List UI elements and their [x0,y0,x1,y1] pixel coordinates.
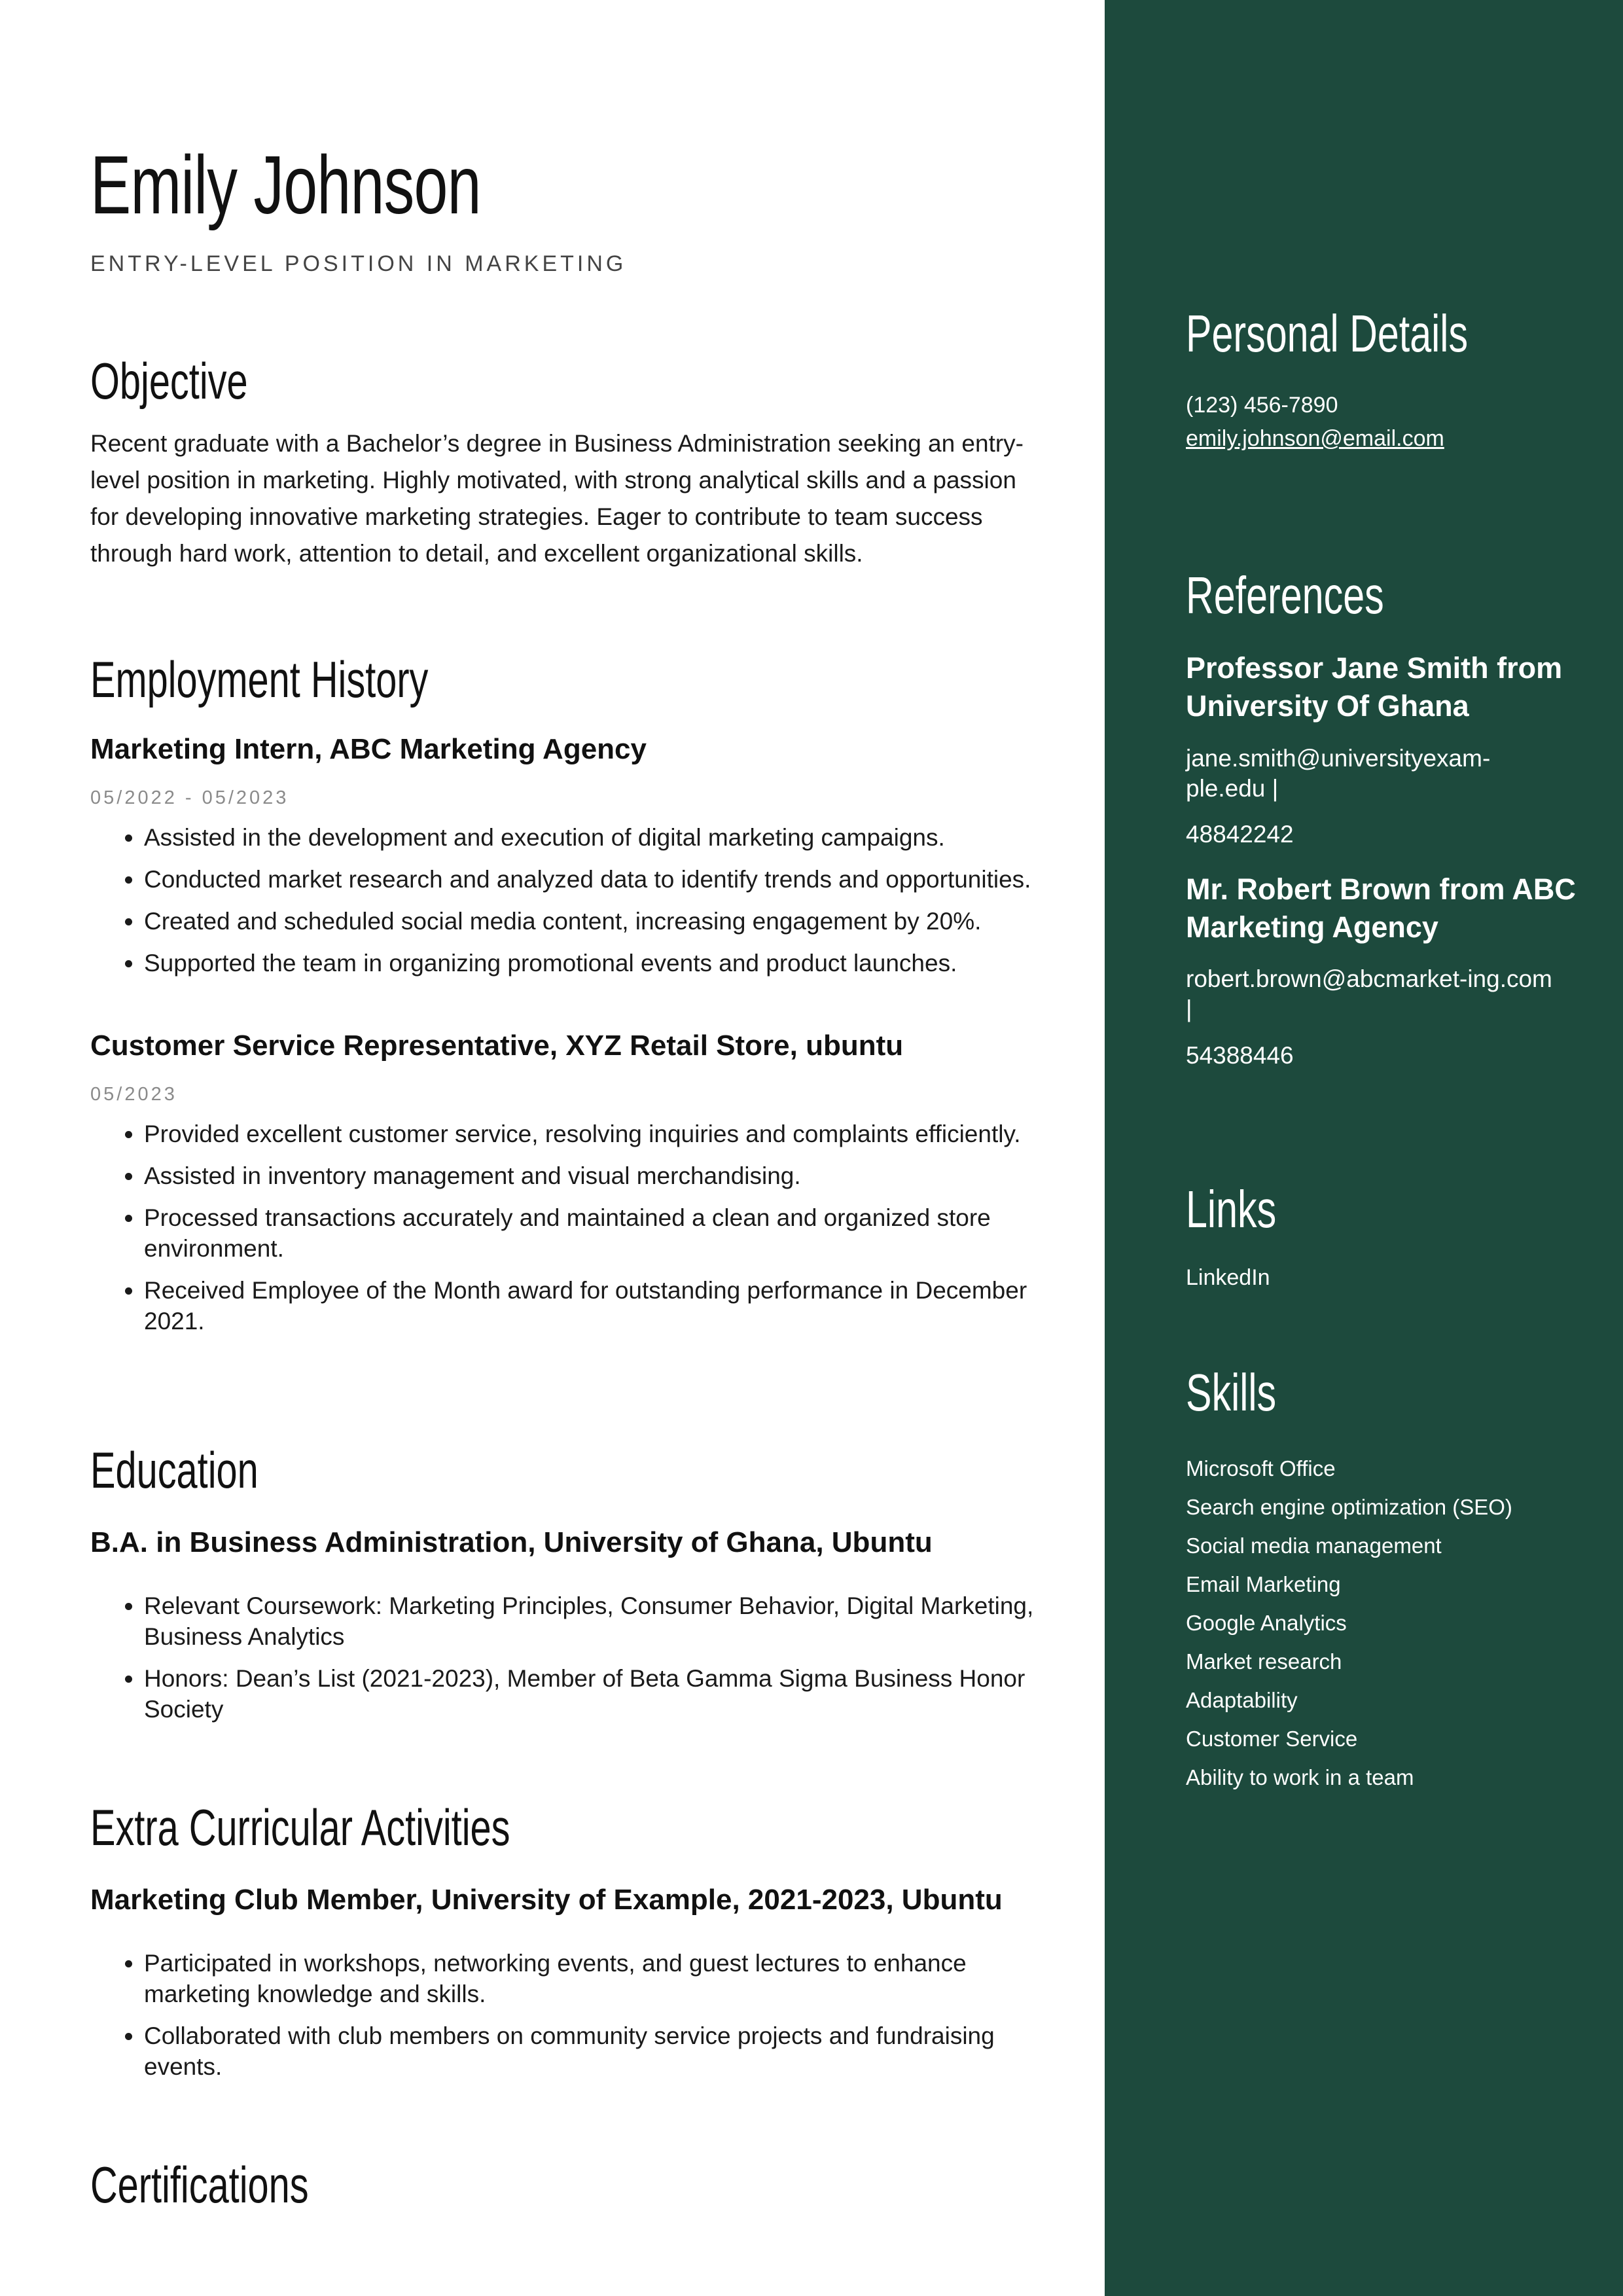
phone-number: (123) 456-7890 [1186,393,1338,418]
candidate-subtitle: ENTRY-LEVEL POSITION IN MARKETING [90,251,627,276]
job-bullet: • Conducted market research and analyzed data to identify trends and opportunities. [144,864,1073,895]
job-bullets [90,1119,1073,1348]
activity-bullets [90,1948,1073,2093]
education-bullets [90,1590,1073,1736]
reference-phone: 54388446 [1186,1042,1294,1069]
education-heading: Education [90,1441,259,1499]
certifications-heading: Certifications [90,2156,309,2214]
reference-email: robert.brown@abcmarket-ing.com | [1186,965,1552,1022]
activity-title: Marketing Club Member, University of Example, 2021-2023, Ubuntu [90,1884,1003,1916]
job-title: Customer Service Representative, XYZ Retail Store, ubuntu [90,1030,904,1062]
skill-item: Search engine optimization (SEO) [1186,1495,1512,1519]
degree-title: B.A. in Business Administration, University of Ghana, Ubuntu [90,1526,933,1558]
links-heading: Links [1186,1180,1277,1238]
candidate-name: Emily Johnson [90,139,481,231]
activity-bullet: • Participated in workshops, networking events, and guest lectures to enhance marketing knowledge and skills. [144,1948,1073,2009]
employment-heading: Employment History [90,651,429,708]
job-title: Marketing Intern, ABC Marketing Agency [90,733,647,765]
job-bullet: • Created and scheduled social media content, increasing engagement by 20%. [144,906,1073,937]
reference-phone: 48842242 [1186,821,1294,848]
education-bullet: • Honors: Dean’s List (2021-2023), Member of Beta Gamma Sigma Business Honor Society [144,1663,1073,1725]
job-dates: 05/2023 [90,1084,177,1105]
job-bullets [90,822,1073,990]
reference-email: jane.smith@universityexam-ple.edu | [1186,745,1491,802]
skill-item: Customer Service [1186,1727,1358,1751]
objective-heading: Objective [90,352,248,410]
personal-details-heading: Personal Details [1186,304,1469,363]
email-link[interactable]: emily.johnson@email.com [1186,426,1444,451]
job-bullet: • Supported the team in organizing promotional events and product launches. [144,948,1073,978]
linkedin-link[interactable]: LinkedIn [1186,1265,1270,1290]
skill-item: Social media management [1186,1534,1442,1558]
reference-name: Mr. Robert Brown from ABC Marketing Agency [1186,872,1576,944]
job-dates: 05/2022 - 05/2023 [90,787,289,808]
reference-name: Professor Jane Smith from University Of Ghana [1186,651,1563,723]
skill-item: Ability to work in a team [1186,1765,1414,1789]
skill-item: Google Analytics [1186,1611,1347,1635]
skill-item: Email Marketing [1186,1572,1341,1596]
skill-item: Adaptability [1186,1688,1298,1712]
skill-item: Microsoft Office [1186,1456,1336,1480]
activity-bullet: • Collaborated with club members on community service projects and fundraising events. [144,2020,1073,2082]
skills-list [1186,1449,1512,1797]
references-heading: References [1186,566,1384,624]
education-bullet: • Relevant Coursework: Marketing Principles, Consumer Behavior, Digital Marketing, Business Analytics [144,1590,1073,1652]
job-bullet: • Provided excellent customer service, resolving inquiries and complaints efficiently. [144,1119,1073,1149]
skill-item: Market research [1186,1649,1342,1674]
extracurricular-heading: Extra Curricular Activities [90,1799,510,1856]
job-bullet: • Assisted in inventory management and visual merchandising. [144,1160,1073,1191]
skills-heading: Skills [1186,1363,1277,1422]
job-bullet: • Assisted in the development and execution of digital marketing campaigns. [144,822,1073,853]
job-bullet: • Processed transactions accurately and maintained a clean and organized store environment. [144,1202,1073,1264]
job-bullet: • Received Employee of the Month award for outstanding performance in December 2021. [144,1275,1073,1336]
objective-text: Recent graduate with a Bachelor’s degree in Business Administration seeking an entry-level position in marketing. Highly motivated, with strong analytical skills and a passion for developing innovative marketing strategies. Eager to contribute to team success through hard work, attention to detail, and excellent organizational skills. [90,430,1024,567]
